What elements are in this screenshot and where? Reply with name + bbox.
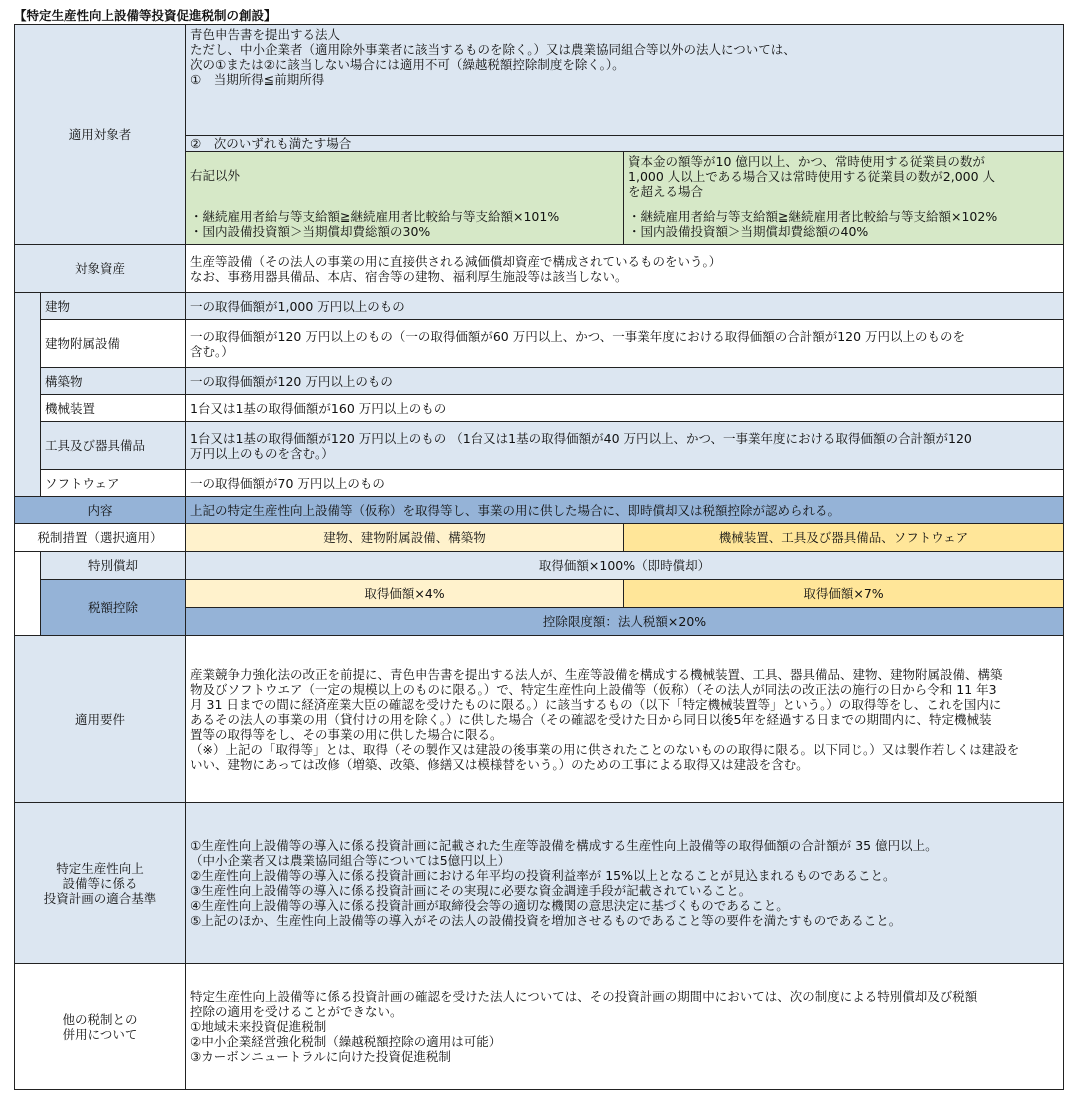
criteria-line: ③生産性向上設備等の導入に係る投資計画にその実現に必要な資金調達手段が記載されていること。 [190,883,752,898]
asset-name: 建物附属設備 [41,320,186,368]
asset-value-line: 含む。） [190,343,234,359]
other-line: ③カーボンニュートラルに向けた投資促進税制 [190,1049,451,1064]
other-line: ①地域未来投資促進税制 [190,1019,327,1034]
asset-name: 構築物 [41,368,186,395]
target-right-title-line: 資本金の額等が10 億円以上、かつ、常時使用する従業員の数が [628,154,985,169]
requirements-text [186,636,1064,803]
requirements-line: （※）上記の「取得等」とは、取得（その製作又は建設の後事業の用に供されたことのないものの取得に限る。以下同じ。）又は製作若しくは建設を [190,741,1020,757]
tax-credit-col1: 取得価額×4% [186,580,624,608]
target-right-title-line: 1,000 人以上である場合又は常時使用する従業員の数が2,000 人 [628,169,996,184]
target-right-line: ・国内設備投資額＞当期償却費総額の40% [628,224,869,239]
target-left-line: ・継続雇用者給与等支給額≧継続雇用者比較給与等支給額×101% [190,209,560,224]
other-line: ②中小企業経営強化税制（繰越税額控除の適用は可能） [190,1034,502,1049]
target-left-line: ・国内設備投資額＞当期償却費総額の30% [190,224,431,239]
target-condition-2: ② 次のいずれも満たす場合 [186,136,1064,152]
asset-name: 工具及び器具備品 [41,422,186,470]
requirements-line: いい、建物にあっては改修（増築、改築、修繕又は模様替をいう。）のための工事による取得又は建設を含む。 [190,756,809,772]
assets-desc-line: 生産等設備（その法人の事業の用に直接供される減価償却資産で構成されているものをいう。） [190,253,722,269]
tax-table [14,24,1064,1090]
assets-description [186,245,1064,293]
target-line: 次の①または②に該当しない場合には適用不可（繰越税額控除制度を除く。）。 [190,57,625,72]
requirements-line: 月 31 日までの間に経済産業大臣の確認を受けたものに限る。）に該当するもの（以下「特定機械装置等」という。）の取得等をし、これを国内に [190,696,1002,712]
other-label [15,964,186,1090]
asset-value-line: 万円以上のものを含む。） [190,445,334,461]
measures-label: 税制措置（選択適用） [15,524,186,552]
target-line: ① 当期所得≦前期所得 [190,72,325,87]
other-label-line: 併用について [62,1026,138,1042]
special-depreciation-value: 取得価額×100%（即時償却） [186,552,1064,580]
asset-name: ソフトウェア [41,470,186,497]
target-line: 青色申告書を提出する法人 [190,27,341,42]
target-left-title: 右記以外 [190,168,241,183]
assets-indent [15,293,41,497]
requirements-label: 適用要件 [15,636,186,803]
page-title: 【特定生産性向上設備等投資促進税制の創設】 [14,8,277,23]
target-label: 適用対象者 [15,25,186,245]
criteria-line: ④生産性向上設備等の導入に係る投資計画が取締役会等の適切な機関の意思決定に基づくものであること。 [190,898,789,913]
special-depreciation-label: 特別償却 [41,552,186,580]
tax-credit-col2: 取得価額×7% [624,580,1064,608]
target-right-title-line: を超える場合 [628,184,704,199]
criteria-line: ②生産性向上設備等の導入に係る投資計画における年平均の投資利益率が 15%以上となることが見込まれるものであること。 [190,868,896,883]
asset-name: 建物 [41,293,186,320]
target-left-cell [186,152,624,245]
requirements-line: あるその法人の事業の用（貸付けの用を除く。）に供した場合（その確認を受けた日から同日以後5年を経過する日までの期間内に、特定機械装 [190,711,992,727]
target-line: ただし、中小企業者（適用除外事業者に該当するものを除く。）又は農業協同組合等以外の法人については、 [190,42,796,57]
asset-value: 一の取得価額が1,000 万円以上のもの [186,293,1064,320]
asset-value: 1台又は1基の取得価額が160 万円以上のもの [186,395,1064,422]
other-label-line: 他の税制との [62,1011,138,1027]
asset-value-line: 1台又は1基の取得価額が120 万円以上のもの （1台又は1基の取得価額が40 万円以上、かつ、一事業年度における取得価額の合計額が120 [190,430,972,446]
criteria-line: ①生産性向上設備等の導入に係る投資計画に記載された生産等設備を構成する生産性向上設備等の取得価額の合計額が 35 億円以上。 [190,838,938,853]
measures-indent [15,552,41,636]
content-label: 内容 [15,497,186,524]
asset-value-line: 一の取得価額が120 万円以上のもの（一の取得価額が60 万円以上、かつ、一事業年度における取得価額の合計額が120 万円以上のものを [190,328,966,344]
asset-name: 機械装置 [41,395,186,422]
asset-value: 一の取得価額が70 万円以上のもの [186,470,1064,497]
criteria-label [15,803,186,964]
requirements-line: 産業競争力強化法の改正を前提に、青色申告書を提出する法人が、生産等設備を構成する機械装置、工具、器具備品、建物、建物附属設備、構築 [190,666,1003,682]
asset-value [186,320,1064,368]
criteria-label-line: 特定生産性向上 [56,860,144,876]
assets-label: 対象資産 [15,245,186,293]
assets-desc-line: なお、事務用器具備品、本店、宿舎等の建物、福利厚生施設等は該当しない。 [190,268,628,284]
measures-col1: 建物、建物附属設備、構築物 [186,524,624,552]
target-right-cell [624,152,1064,245]
content-text: 上記の特定生産性向上設備等（仮称）を取得等し、事業の用に供した場合に、即時償却又は税額控除が認められる。 [186,497,1064,524]
other-line: 控除の適用を受けることができない。 [190,1004,403,1019]
tax-credit-limit: 控除限度額：法人税額×20% [186,608,1064,636]
other-line: 特定生産性向上設備等に係る投資計画の確認を受けた法人については、その投資計画の期間中においては、次の制度による特別償却及び税額 [190,989,978,1004]
tax-credit-label: 税額控除 [41,580,186,636]
asset-value: 一の取得価額が120 万円以上のもの [186,368,1064,395]
requirements-line: 置等の取得等をし、その事業の用に供した場合に限る。 [190,726,503,742]
target-right-line: ・継続雇用者給与等支給額≧継続雇用者比較給与等支給額×102% [628,209,998,224]
criteria-line: （中小企業者又は農業協同組合等については5億円以上） [190,853,511,868]
target-description [186,25,1064,136]
other-text [186,964,1064,1090]
criteria-line: ⑤上記のほか、生産性向上設備等の導入がその法人の設備投資を増加させるものであること等の要件を満たすものであること。 [190,913,902,928]
criteria-label-line: 設備等に係る [62,875,138,891]
asset-value [186,422,1064,470]
measures-col2: 機械装置、工具及び器具備品、ソフトウェア [624,524,1064,552]
requirements-line: 物及びソフトウエア（一定の規模以上のものに限る。）で、特定生産性向上設備等（仮称）（その法人が同法の改正法の施行の日から令和 11 年3 [190,681,997,697]
criteria-text [186,803,1064,964]
criteria-label-line: 投資計画の適合基準 [43,890,157,906]
